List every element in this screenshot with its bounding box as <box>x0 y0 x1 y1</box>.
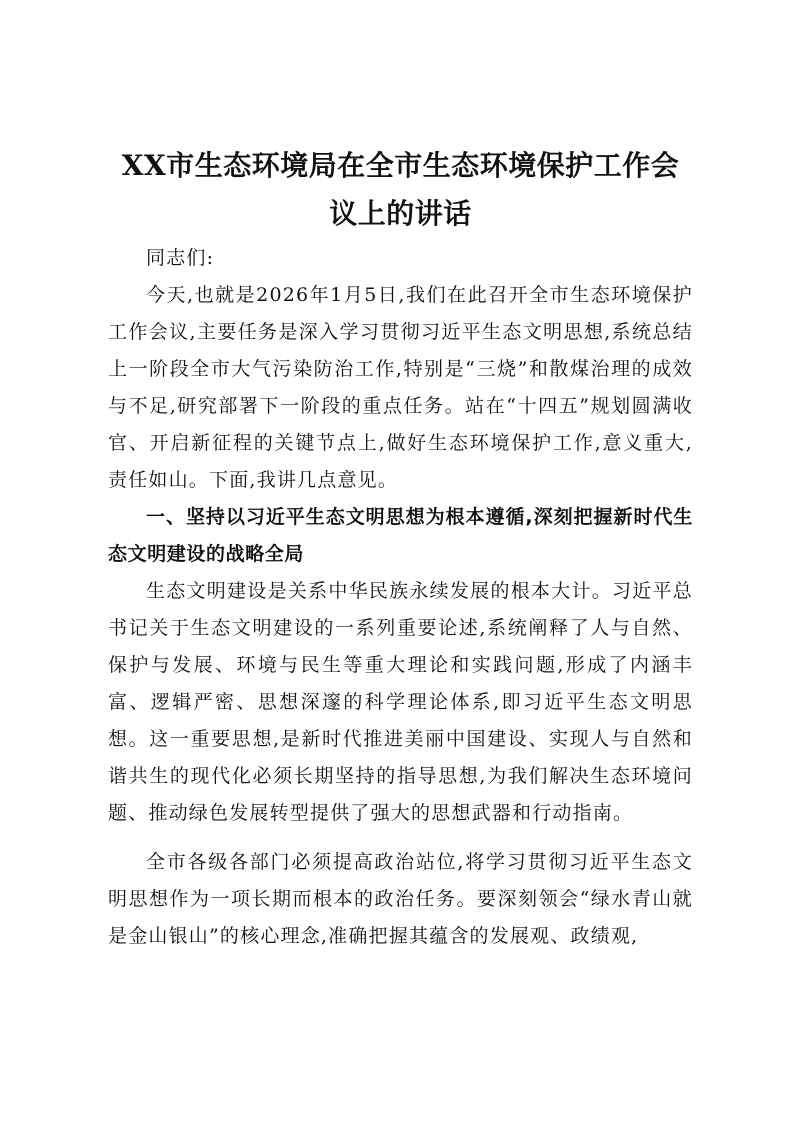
salutation: 同志们: <box>146 247 215 269</box>
section-heading-1: 一、坚持以习近平生态文明思想为根本遵循,深刻把握新时代生态文明建设的战略全局 <box>108 506 693 565</box>
opening-paragraph: 今天,也就是2026年1月5日,我们在此召开全市生态环境保护工作会议,主要任务是深入学习贯彻习近平生态文明思想,系统总结上一阶段全市大气污染防治工作,特别是“三烧”和散煤治理的成效与不足,研究部署下一阶段的重点任务。站在“十四五”规划圆满收官、开启新征程的关键节点上,做好生态环境保护工作,意义重大,责任如山。下面,我讲几点意见。 <box>108 284 693 491</box>
section-1-paragraph-1: 生态文明建设是关系中华民族永续发展的根本大计。习近平总书记关于生态文明建设的一系列重要论述,系统阐释了人与自然、保护与发展、环境与民生等重大理论和实践问题,形成了内涵丰富、逻辑严密、思想深邃的科学理论体系,即习近平生态文明思想。这一重要思想,是新时代推进美丽中国建设、实现人与自然和谐共生的现代化必须长期坚持的指导思想,为我们解决生态环境问题、推动绿色发展转型提供了强大的思想武器和行动指南。 <box>108 580 693 824</box>
document-body <box>108 142 693 955</box>
document-title: XX市生态环境局在全市生态环境保护工作会议上的讲话 <box>121 149 680 230</box>
section-1-paragraph-2: 全市各级各部门必须提高政治站位,将学习贯彻习近平生态文明思想作为一项长期而根本的政治任务。要深刻领会“绿水青山就是金山银山”的核心理念,准确把握其蕴含的发展观、政绩观, <box>108 851 693 947</box>
paragraph-gap <box>108 832 693 844</box>
